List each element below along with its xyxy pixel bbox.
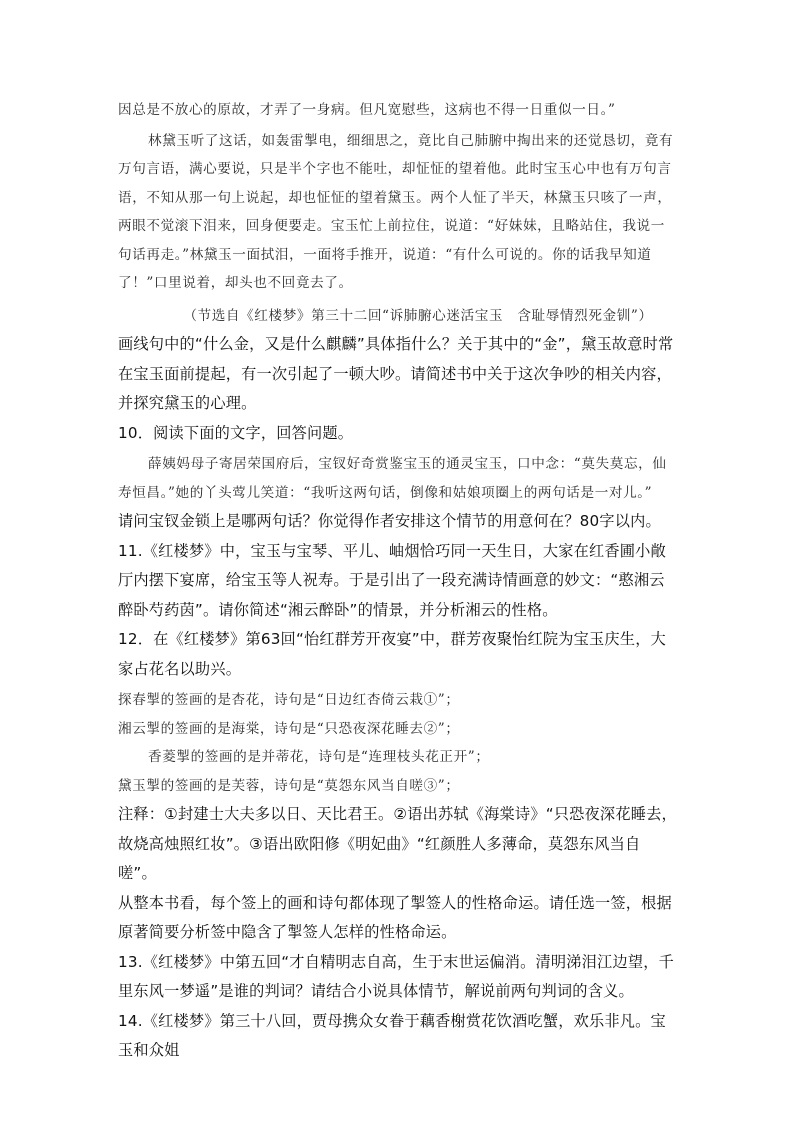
document-content <box>118 96 678 1066</box>
question-12-stem: 12．在《红楼梦》第63回“怡红群芳开夜宴”中，群芳夜聚怡红院为宝玉庆生，大家占花名以助兴。 <box>118 630 666 678</box>
question-13-text: 13.《红楼梦》中第五回“才自精明志自高，生于末世运偏消。清明涕泪江边望，千里东风一梦遥”是谁的判词？请结合小说具体情节，解说前两句判词的含义。 <box>118 952 674 1000</box>
question-10-passage: 薛姨妈母子寄居荣国府后，宝钗好奇赏鉴宝玉的通灵宝玉，口中念：“莫失莫忘，仙寿恒昌。”她的丫头莺儿笑道：“我听这两句话，倒像和姑娘项圈上的两句话是一对儿。” <box>118 456 667 501</box>
question-10-stem: 10．阅读下面的文字，回答问题。 <box>118 423 354 442</box>
question-12-notes: 注释：①封建士大夫多以日、天比君王。②语出苏轼《海棠诗》“只恐夜深花睡去，故烧高烛照红妆”。③语出欧阳修《明妃曲》“红颜胜人多薄命，莫怨东风当自嗟”。 <box>118 805 677 882</box>
passage-opening-line: 因总是不放心的原故，才弄了一身病。但凡宽慰些，这病也不得一日重似一日。” <box>118 102 616 118</box>
question-9-text: 画线句中的“什么金，又是什么麒麟”具体指什么？关于其中的“金”，黛玉故意时常在宝玉面前提起，有一次引起了一顿大吵。请简述书中关于这次争吵的相关内容，并探究黛玉的心理。 <box>118 335 674 412</box>
passage-source: （节选自《红楼梦》第三十二回“诉肺腑心迷活宝玉 含耻辱情烈死金钏”） <box>183 307 653 324</box>
question-14-text: 14.《红楼梦》第三十八回，贾母携众女眷于藕香榭赏花饮酒吃蟹，欢乐非凡。宝玉和众姐 <box>118 1011 666 1059</box>
lot-daiyu: 黛玉掣的签画的是芙蓉，诗句是“莫怨东风当自嗟③”； <box>118 777 460 794</box>
question-12-question: 从整本书看，每个签上的画和诗句都体现了掣签人的性格命运。请任选一签，根据原著简要分析签中隐含了掣签人怎样的性格命运。 <box>118 893 672 941</box>
lot-xiangling: 香菱掣的签画的是并蒂花，诗句是“连理枝头花正开”； <box>148 749 490 765</box>
question-10-question: 请问宝钗金锁上是哪两句话？你觉得作者安排这个情节的用意何在？80字以内。 <box>118 512 661 530</box>
question-11-text: 11.《红楼梦》中，宝玉与宝琴、平儿、岫烟恰巧同一天生日，大家在红香圃小敞厅内摆下宴席，给宝玉等人祝寿。于是引出了一段充满诗情画意的妙文：“憨湘云醉卧芍药茵”。请你简述“湘云醉卧”的情景，并分析湘云的性格。 <box>118 541 666 619</box>
lot-xiangyun: 湘云掣的签画的是海棠，诗句是“只恐夜深花睡去②”； <box>118 720 460 737</box>
lot-tanchun: 探春掣的签画的是杏花，诗句是“日边红杏倚云栽①”； <box>118 692 460 708</box>
passage-daiyu-paragraph: 林黛玉听了这话，如轰雷掣电，细细思之，竟比自己肺腑中掏出来的还觉恳切，竟有万句言语，满心要说，只是半个字也不能吐，却怔怔的望着他。此时宝玉心中也有万句言语，不知从那一句上说起，却也怔怔的望着黛玉。两个人怔了半天，林黛玉只咳了一声，两眼不觉滚下泪来，回身便要走。宝玉忙上前拉住，说道：“好妹妹，且略站住，我说一句话再走。”林黛玉一面拭泪，一面将手推开，说道：“有什么可说的。你的话我早知道了！”口里说着，却头也不回竟去了。 <box>118 132 674 291</box>
